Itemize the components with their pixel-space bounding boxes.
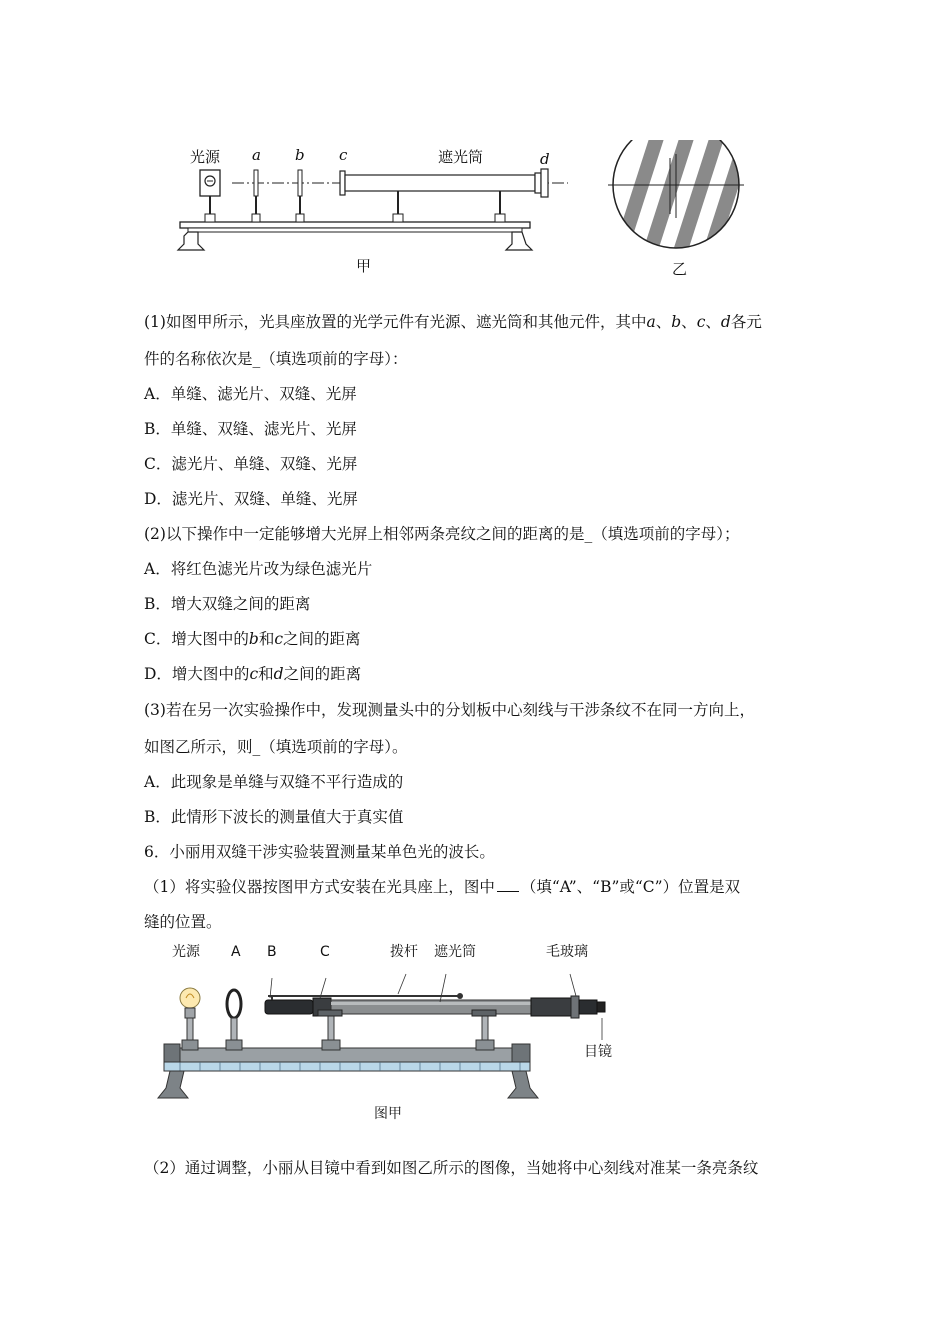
fig1-caption-yi: 乙: [672, 260, 688, 278]
q6-title: 6．小丽用双缝干涉实验装置测量某单色光的波长。: [144, 843, 495, 861]
q3-stem-line1: (3)若在另一次实验操作中，发现测量头中的分划板中心刻线与干涉条纹不在同一方向上，: [144, 701, 755, 719]
fig2-label-b: B: [267, 944, 277, 960]
q2-option-c: C．增大图中的b和c之间的距离: [144, 630, 361, 648]
q1-option-c: C．滤光片、单缝、双缝、光屏: [144, 455, 358, 473]
q2-stem: (2)以下操作中一定能够增大光屏上相邻两条亮纹之间的距离的是_（填选项前的字母）；: [144, 525, 740, 543]
q3-option-a: A．此现象是单缝与双缝不平行造成的: [144, 773, 404, 791]
fig1-caption-jia: 甲: [356, 257, 372, 275]
q6-sub1-line1: （1）将实验仪器按图甲方式安装在光具座上，图中 （填“A”、“B”或“C”）位置是双: [144, 878, 741, 896]
q3-stem-line2: 如图乙所示，则_（填选项前的字母）。: [144, 738, 408, 756]
fig2-label-light-source: 光源: [172, 944, 200, 960]
q2-option-b: B．增大双缝之间的距离: [144, 595, 311, 613]
q6-answer-blank[interactable]: [497, 877, 519, 892]
fig2-caption: 图甲: [374, 1106, 402, 1122]
fig2-label-eyepiece: 目镜: [584, 1044, 612, 1060]
fig2-label-c: C: [320, 944, 330, 960]
q1-option-d: D．滤光片、双缝、单缝、光屏: [144, 490, 358, 508]
fig1-label-tube: 遮光筒: [438, 148, 484, 166]
figure-2-apparatus-drawing: [150, 960, 630, 1105]
q3-option-b: B．此情形下波长的测量值大于真实值: [144, 808, 404, 826]
q1-option-a: A．单缝、滤光片、双缝、光屏: [144, 385, 357, 403]
fig1-label-c: c: [339, 146, 348, 164]
fig1-label-a: a: [252, 146, 261, 164]
fig1-label-b: b: [295, 146, 305, 164]
fig2-label-a: A: [231, 944, 241, 960]
fig1-label-d: d: [540, 150, 550, 168]
fig2-label-tube: 遮光筒: [434, 944, 476, 960]
q1-option-b: B．单缝、双缝、滤光片、光屏: [144, 420, 357, 438]
q2-option-a: A．将红色滤光片改为绿色滤光片: [144, 560, 373, 578]
q6-sub1-line2: 缝的位置。: [144, 913, 222, 931]
q6-sub2: （2）通过调整，小丽从目镜中看到如图乙所示的图像，当她将中心刻线对准某一条亮条纹: [144, 1159, 759, 1177]
fig2-label-lever: 拨杆: [390, 944, 418, 960]
fig2-label-frosted-glass: 毛玻璃: [546, 944, 588, 960]
q2-option-d: D．增大图中的c和d之间的距离: [144, 665, 362, 683]
figure-2: [150, 960, 630, 1105]
q1-stem-line1: (1)如图甲所示，光具座放置的光学元件有光源、遮光筒和其他元件，其中a、b、c、d各元: [144, 313, 762, 331]
fig1-label-light-source: 光源: [190, 148, 221, 166]
q1-stem-line2: 件的名称依次是_（填选项前的字母）：: [144, 350, 408, 368]
